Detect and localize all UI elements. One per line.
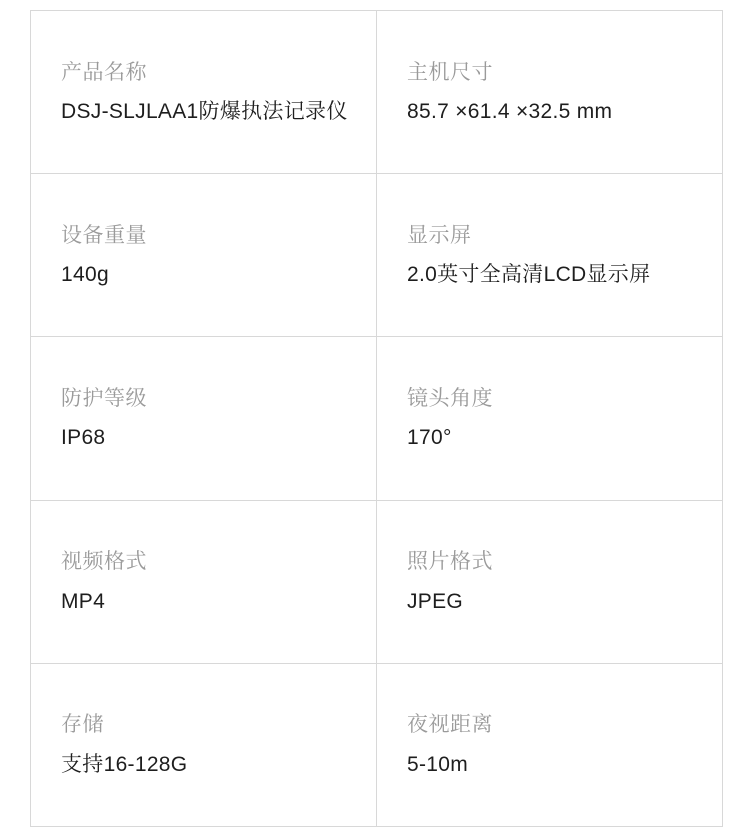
spec-table xyxy=(30,10,723,827)
spec-cell-dimensions xyxy=(377,11,723,174)
spec-value: 5-10m xyxy=(407,752,469,776)
spec-cell-protection-rating xyxy=(31,337,377,500)
spec-label: 夜视距离 xyxy=(407,713,493,737)
spec-cell-video-format xyxy=(31,500,377,663)
spec-value: MP4 xyxy=(61,589,106,613)
spec-cell-weight xyxy=(31,174,377,337)
table-row xyxy=(31,11,723,174)
spec-value: 2.0英寸全高清LCD显示屏 xyxy=(407,263,651,287)
spec-cell-display xyxy=(377,174,723,337)
spec-value: 支持16-128G xyxy=(61,752,188,776)
spec-label: 产品名称 xyxy=(61,60,147,84)
spec-value: 85.7 ×61.4 ×32.5 mm xyxy=(407,100,613,124)
spec-value: 140g xyxy=(61,263,109,287)
table-row xyxy=(31,337,723,500)
spec-label: 照片格式 xyxy=(407,550,493,574)
spec-cell-storage xyxy=(31,663,377,826)
spec-value: JPEG xyxy=(407,589,464,613)
spec-label: 视频格式 xyxy=(61,550,147,574)
table-row xyxy=(31,500,723,663)
spec-value: DSJ-SLJLAA1防爆执法记录仪 xyxy=(61,100,348,124)
spec-value: 170° xyxy=(407,426,452,450)
spec-label: 设备重量 xyxy=(61,223,147,247)
spec-label: 存储 xyxy=(61,713,104,737)
spec-cell-night-vision-distance xyxy=(377,663,723,826)
spec-cell-photo-format xyxy=(377,500,723,663)
table-row xyxy=(31,174,723,337)
spec-label: 主机尺寸 xyxy=(407,60,493,84)
spec-label: 防护等级 xyxy=(61,387,147,411)
table-row xyxy=(31,663,723,826)
spec-cell-lens-angle xyxy=(377,337,723,500)
spec-label: 显示屏 xyxy=(407,223,472,247)
spec-cell-product-name xyxy=(31,11,377,174)
spec-label: 镜头角度 xyxy=(407,387,493,411)
spec-value: IP68 xyxy=(61,426,106,450)
